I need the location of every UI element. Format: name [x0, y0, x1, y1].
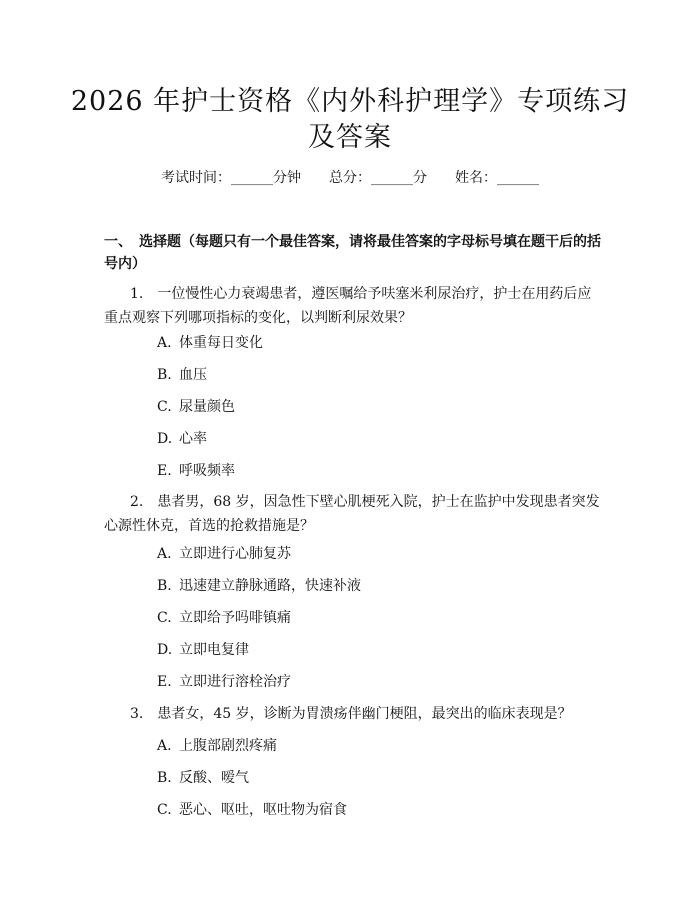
option-letter: C.	[157, 610, 172, 626]
option-letter: D.	[157, 642, 173, 658]
document-title-line1: 2026 年护士资格《内外科护理学》专项练习	[70, 86, 630, 117]
question-3-option-a	[157, 736, 277, 756]
option-text: 体重每日变化	[179, 335, 263, 351]
exam-time-label: 考试时间：______分钟	[161, 170, 301, 186]
section-heading-line1: 一、 选择题（每题只有一个最佳答案，请将最佳答案的字母标号填在题干后的括	[104, 234, 601, 250]
question-3-text: 3. 患者女，45 岁，诊断为胃溃疡伴幽门梗阻，最突出的临床表现是？	[130, 706, 572, 722]
question-1-option-a	[157, 333, 263, 353]
question-2-option-d	[157, 640, 249, 660]
question-1-option-b	[157, 365, 207, 385]
question-3-option-c	[157, 800, 347, 820]
total-score-label: 总分：______分	[329, 170, 427, 186]
option-text: 呼吸频率	[179, 463, 235, 479]
question-1-text: 1. 一位慢性心力衰竭患者，遵医嘱给予呋塞米利尿治疗，护士在用药后应重点观察下列哪项指标的变化，以判断利尿效果？	[104, 286, 592, 326]
option-letter: B.	[157, 578, 172, 594]
question-3-option-b	[157, 768, 249, 788]
option-text: 恶心、呕吐，呕吐物为宿食	[179, 802, 347, 818]
option-letter: E.	[157, 463, 172, 479]
option-text: 立即进行心肺复苏	[179, 546, 291, 562]
option-letter: E.	[157, 674, 172, 690]
question-2-option-a	[157, 544, 291, 564]
question-2-option-e	[157, 672, 291, 692]
option-letter: C.	[157, 399, 172, 415]
question-2-option-c	[157, 608, 291, 628]
question-1-option-e	[157, 461, 235, 481]
document-title-line2: 及答案	[308, 122, 392, 153]
question-2-option-b	[157, 576, 361, 596]
option-text: 立即给予吗啡镇痛	[179, 610, 291, 626]
question-2-text: 2. 患者男，68 岁，因急性下壁心肌梗死入院，护士在监护中发现患者突发心源性休克，首选的抢救措施是？	[104, 494, 600, 534]
option-letter: B.	[157, 770, 172, 786]
option-text: 心率	[179, 431, 207, 447]
option-text: 尿量颜色	[179, 399, 235, 415]
question-1-option-d	[157, 429, 207, 449]
question-1-option-c	[157, 397, 235, 417]
option-text: 立即进行溶栓治疗	[179, 674, 291, 690]
student-name-label: 姓名：______	[455, 170, 539, 186]
option-text: 立即电复律	[179, 642, 249, 658]
option-text: 上腹部剧烈疼痛	[179, 738, 277, 754]
option-letter: A.	[157, 738, 172, 754]
exam-info	[0, 168, 700, 188]
option-text: 迅速建立静脉通路，快速补液	[179, 578, 361, 594]
option-letter: B.	[157, 367, 172, 383]
option-text: 反酸、嗳气	[179, 770, 249, 786]
option-letter: D.	[157, 431, 173, 447]
option-letter: C.	[157, 802, 172, 818]
option-text: 血压	[179, 367, 207, 383]
option-letter: A.	[157, 546, 172, 562]
section-heading-line2: 号内）	[104, 256, 146, 272]
option-letter: A.	[157, 335, 172, 351]
